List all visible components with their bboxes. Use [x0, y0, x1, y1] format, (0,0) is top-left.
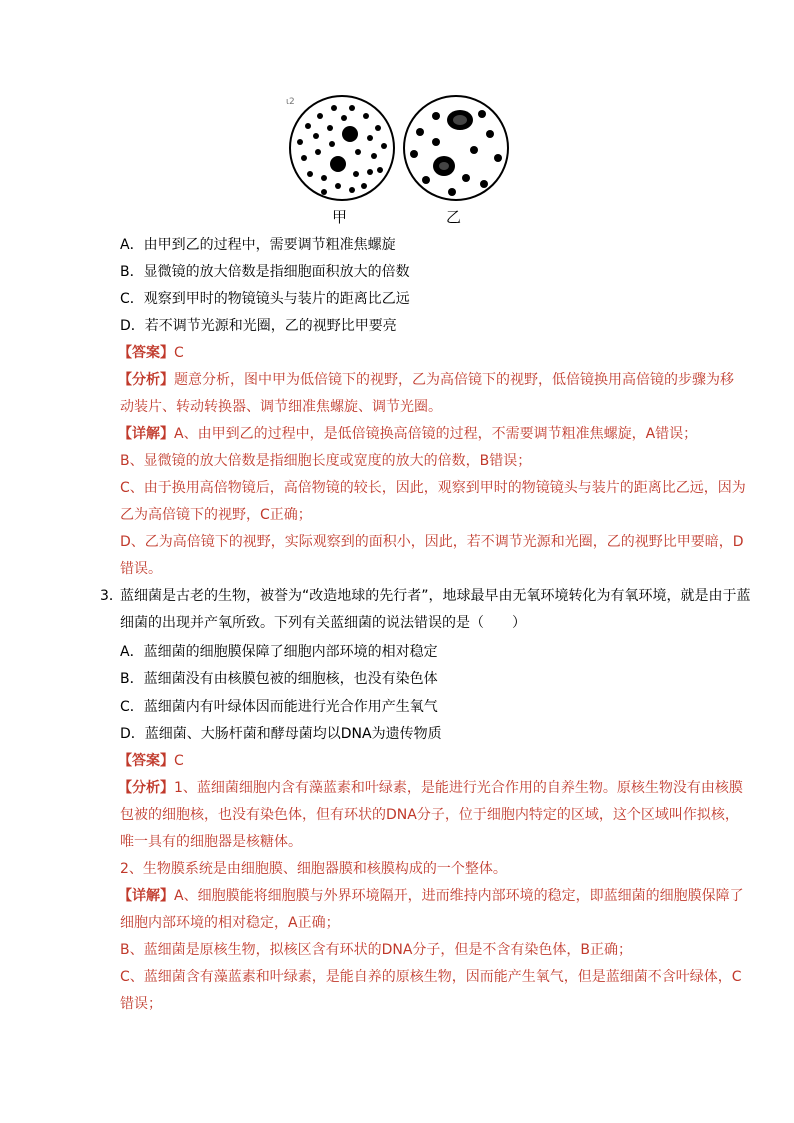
- q3-analysis-line-3: 唯一具有的细胞器是核糖体。: [120, 834, 302, 850]
- q3-answer: [118, 752, 184, 770]
- corner-mark: ι2: [286, 97, 295, 107]
- q2-detail-line-3: C、由于换用高倍物镜后，高倍物镜的较长，因此，观察到甲时的物镜镜头与装片的距离比乙远，因为: [120, 480, 746, 496]
- q2-option-d: D．若不调节光源和光圈，乙的视野比甲要亮: [120, 318, 397, 334]
- q3-analysis-line-2: 包被的细胞核，也没有染色体，但有环状的DNA分子，位于细胞内特定的区域，这个区域叫作拟核，: [120, 807, 739, 823]
- detail-tag: 【详解】: [118, 426, 174, 442]
- q2-answer: [118, 344, 184, 362]
- q3-detail-line-2: 细胞内部环境的相对稳定，A正确；: [120, 915, 340, 931]
- detail-tag: 【详解】: [118, 888, 174, 904]
- q3-detail-line-4: C、蓝细菌含有藻蓝素和叶绿素，是能自养的原核生物，因而能产生氧气，但是蓝细菌不含叶绿体，C: [120, 969, 742, 985]
- q2-option-b: B．显微镜的放大倍数是指细胞面积放大的倍数: [120, 264, 410, 280]
- q3-detail-line-1: [118, 887, 744, 905]
- q2-analysis-line-2: 动装片、转动转换器、调节细准焦螺旋、调节光圈。: [120, 399, 442, 415]
- q3-detail-line-5: 错误；: [120, 996, 162, 1012]
- q2-detail-line-4: 乙为高倍镜下的视野，C正确；: [120, 507, 312, 523]
- q2-detail-line-6: 错误。: [120, 561, 162, 577]
- q3-analysis-line-1: [118, 779, 743, 797]
- field-high-power: [404, 96, 508, 200]
- q3-option-c: C．蓝细菌内有叶绿体因而能进行光合作用产生氧气: [120, 699, 438, 715]
- q3-stem-line-1: 蓝细菌是古老的生物，被誉为“改造地球的先行者”，地球最早由无氧环境转化为有氧环境，就是由于蓝: [120, 588, 751, 604]
- q3-option-a: A．蓝细菌的细胞膜保障了细胞内部环境的相对稳定: [120, 644, 438, 660]
- detail-text: A、细胞膜能将细胞膜与外界环境隔开，进而维持内部环境的稳定，即蓝细菌的细胞膜保障了: [174, 888, 744, 904]
- answer-tag: 【答案】: [118, 345, 174, 361]
- answer-value: C: [174, 753, 184, 769]
- microscope-fields-svg: [286, 94, 512, 228]
- q2-detail-line-2: B、显微镜的放大倍数是指细胞长度或宽度的放大的倍数，B错误；: [120, 453, 532, 469]
- q3-option-d: D．蓝细菌、大肠杆菌和酵母菌均以DNA为遗传物质: [120, 726, 442, 742]
- q3-option-b: B．蓝细菌没有由核膜包被的细胞核，也没有染色体: [120, 671, 438, 687]
- answer-value: C: [174, 345, 184, 361]
- q2-analysis-line-1: [118, 371, 734, 389]
- q2-option-a: A．由甲到乙的过程中，需要调节粗准焦螺旋: [120, 237, 396, 253]
- q2-detail-line-1: [118, 425, 697, 443]
- microscope-figure: [286, 94, 512, 228]
- field-low-power: [290, 96, 394, 200]
- label-jia: 甲: [332, 208, 348, 226]
- q3-stem-line-2: 细菌的出现并产氧所致。下列有关蓝细菌的说法错误的是（ ）: [120, 615, 526, 631]
- answer-tag: 【答案】: [118, 753, 174, 769]
- q2-option-c: C．观察到甲时的物镜镜头与装片的距离比乙远: [120, 291, 410, 307]
- detail-text: A、由甲到乙的过程中，是低倍镜换高倍镜的过程，不需要调节粗准焦螺旋，A错误；: [174, 426, 698, 442]
- q3-number: 3．: [100, 588, 123, 604]
- q2-detail-line-5: D、乙为高倍镜下的视野，实际观察到的面积小，因此，若不调节光源和光圈，乙的视野比甲要暗，D: [120, 534, 744, 550]
- analysis-tag: 【分析】: [118, 372, 174, 388]
- analysis-tag: 【分析】: [118, 780, 174, 796]
- analysis-text: 1、蓝细菌细胞内含有藻蓝素和叶绿素，是能进行光合作用的自养生物。原核生物没有由核膜: [174, 780, 743, 796]
- q3-detail-line-3: B、蓝细菌是原核生物，拟核区含有环状的DNA分子，但是不含有染色体，B正确；: [120, 942, 633, 958]
- label-yi: 乙: [446, 208, 462, 226]
- q3-analysis-line-4: 2、生物膜系统是由细胞膜、细胞器膜和核膜构成的一个整体。: [120, 861, 507, 877]
- analysis-text: 题意分析，图中甲为低倍镜下的视野，乙为高倍镜下的视野，低倍镜换用高倍镜的步骤为移: [174, 372, 734, 388]
